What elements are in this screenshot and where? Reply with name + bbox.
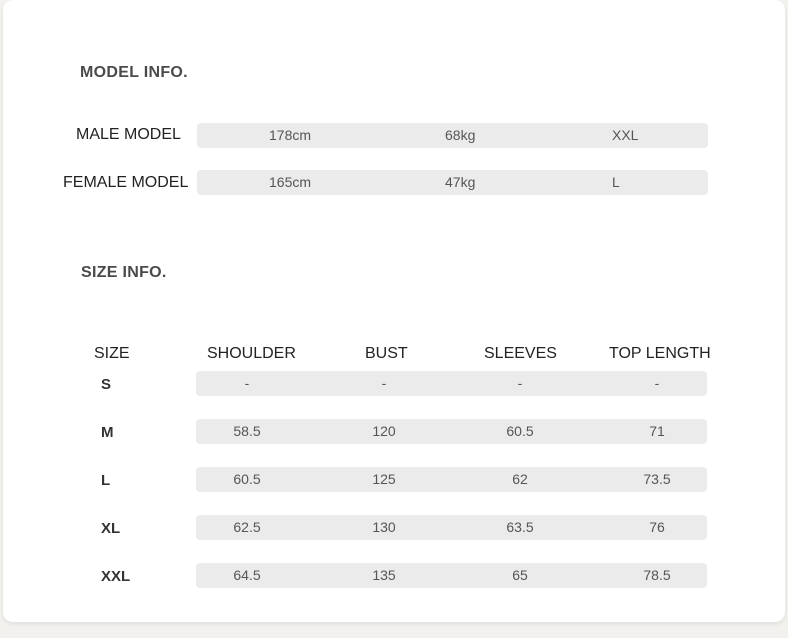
male-model-label: MALE MODEL (76, 126, 181, 143)
top-length-value: 76 (649, 519, 665, 535)
size-row (196, 515, 707, 540)
shoulder-value: 60.5 (233, 471, 261, 487)
header-shoulder: SHOULDER (207, 345, 296, 362)
sleeves-value: - (517, 375, 523, 391)
male-model-row (197, 123, 708, 148)
male-model-size: XXL (612, 127, 639, 143)
top-length-value: 71 (649, 423, 665, 439)
female-model-size: L (612, 174, 620, 190)
sleeves-value: 65 (512, 567, 528, 583)
bust-value: 125 (372, 471, 396, 487)
male-model-weight: 68kg (445, 127, 476, 143)
shoulder-value: 58.5 (233, 423, 261, 439)
female-model-label: FEMALE MODEL (63, 174, 189, 191)
header-top-length: TOP LENGTH (609, 345, 711, 362)
sleeves-value: 60.5 (506, 423, 534, 439)
bust-value: - (381, 375, 387, 391)
size-row (196, 467, 707, 492)
shoulder-value: 62.5 (233, 519, 261, 535)
bust-value: 120 (372, 423, 396, 439)
top-length-value: 78.5 (643, 567, 671, 583)
bust-value: 130 (372, 519, 396, 535)
shoulder-value: 64.5 (233, 567, 261, 583)
female-model-weight: 47kg (445, 174, 476, 190)
bust-value: 135 (372, 567, 396, 583)
size-row (196, 419, 707, 444)
header-sleeves: SLEEVES (484, 345, 557, 362)
female-model-row (197, 170, 708, 195)
size-label-xxl: XXL (101, 568, 131, 585)
size-label-s: S (101, 376, 112, 393)
female-model-height: 165cm (269, 174, 312, 190)
size-info-title: SIZE INFO. (81, 264, 167, 281)
header-size: SIZE (94, 345, 130, 362)
sleeves-value: 62 (512, 471, 528, 487)
size-row (196, 371, 707, 396)
male-model-height: 178cm (269, 127, 312, 143)
top-length-value: 73.5 (643, 471, 671, 487)
size-label-m: M (101, 424, 114, 441)
size-row (196, 563, 707, 588)
header-bust: BUST (365, 345, 408, 362)
top-length-value: - (654, 375, 660, 391)
size-label-xl: XL (101, 520, 121, 537)
shoulder-value: - (244, 375, 250, 391)
sleeves-value: 63.5 (506, 519, 534, 535)
size-label-l: L (101, 472, 111, 489)
model-info-title: MODEL INFO. (80, 64, 188, 81)
